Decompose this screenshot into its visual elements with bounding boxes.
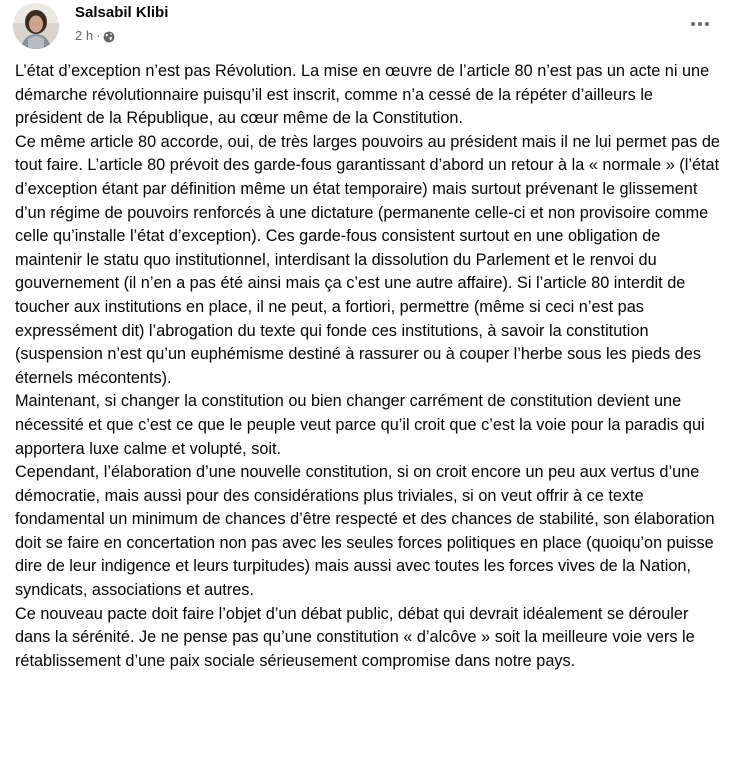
post-paragraph: Ce même article 80 accorde, oui, de très larges pouvoirs au président mais il ne lui permet pas de tout faire. L’article 80 prévoit des garde-fous garantissant d’abord un retour à la « normale » (l’état d’exception étant par définition même un état temporaire) mais surtout prévenant le glissement d’un régime de pouvoirs renforcés à une dictature (permanente celle-ci et non provisoire comme celle qu’installe l’état d’exception). Ces garde-fous consistent surtout en une obligation de maintenir le statu quo institutionnel, interdisant la dissolution du Parlement et le renvoi du gouvernement (il n’en a pas été ainsi mais ça c’est une autre affaire). Si l’article 80 interdit de toucher aux institutions en place, il ne peut, a fortiori, permettre (même si ceci n’est pas expressément dit) l’abrogation du texte qui fonde ces institutions, à savoir la constitution (suspension n’est qu’un euphémisme destiné à rassurer ou à couper l’herbe sous les pieds des éternels mécontents). (15, 132, 720, 387)
post-header (0, 0, 732, 60)
author-name[interactable]: Salsabil Klibi (75, 4, 169, 21)
post-paragraph: Cependant, l’élaboration d’une nouvelle constitution, si on croit encore un peu aux vertus d’une démocratie, mais aussi pour des considérations plus triviales, si on veut offrir à ce texte fondamental un minimum de chances d’être respecté et des chances de stabilité, son élaboration doit se faire en concertation non pas avec les seules forces politiques en place (quoiqu’on puisse dire de leur indigence et leurs turpitudes) mais aussi avec toutes les forces vives de la Nation, syndicats, associations et autres. (15, 463, 715, 600)
globe-icon[interactable] (103, 30, 115, 42)
author-avatar[interactable] (13, 3, 59, 49)
more-options-icon (691, 22, 709, 26)
post-paragraph: Ce nouveau pacte doit faire l’objet d’un débat public, débat qui devrait idéalement se dérouler dans la sérénité. Je ne pense pas qu’une constitution « d’alcôve » soit la meilleure voie vers le rétablissement d’une paix sociale sérieusement compromise dans notre pays. (15, 604, 695, 670)
post-body (15, 60, 723, 673)
meta-separator: · (96, 28, 101, 43)
post-paragraph: L’état d’exception n’est pas Révolution. La mise en œuvre de l’article 80 n’est pas un acte ni une démarche révolutionnaire puisqu’il est inscrit, comme n’a cessé de la répéter d’ailleurs le président de la République, au cœur même de la Constitution. (15, 62, 710, 128)
avatar-photo-icon (13, 3, 59, 49)
more-options-button[interactable] (682, 6, 718, 42)
post-meta (75, 27, 115, 45)
post-timestamp[interactable]: 2 h (75, 28, 94, 43)
post-paragraph: Maintenant, si changer la constitution ou bien changer carrément de constitution devient une nécessité et que c’est ce que le peuple veut parce qu’il croit que c’est la voie pour la paradis qui apportera luxe calme et volupté, soit. (15, 392, 705, 458)
